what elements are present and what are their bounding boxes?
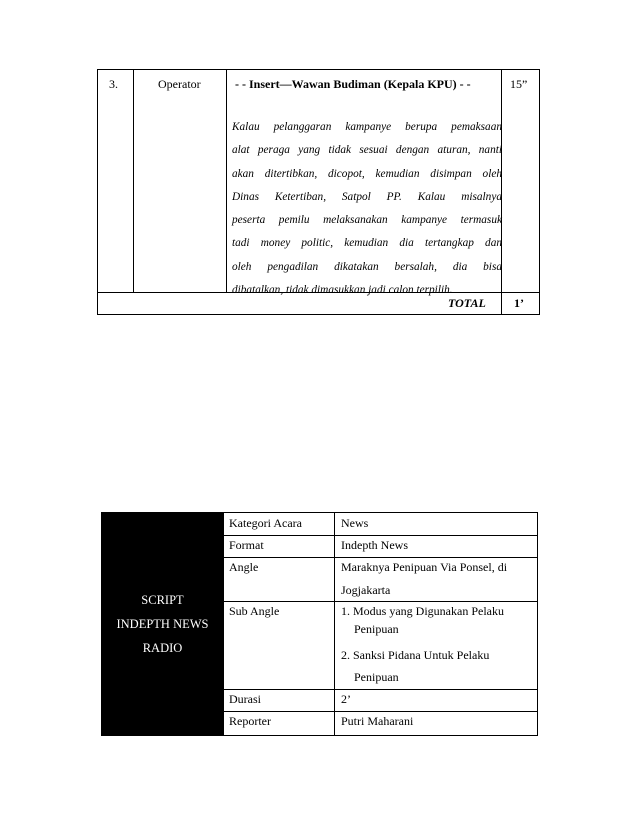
label-format: Format: [229, 538, 264, 552]
table-row-divider: [224, 557, 538, 558]
operator-script-table: [97, 69, 540, 315]
value-format: Indepth News: [341, 538, 408, 552]
row-duration: 15”: [510, 77, 528, 91]
paragraph-line: dibatalkan, tidak dimasukkan jadi calon terpilih.: [232, 284, 453, 297]
value-angle: Maraknya Penipuan Via Ponsel, di: [341, 560, 508, 574]
sub-angle-item-1-cont: Penipuan: [354, 622, 399, 636]
table-border-bottom: [97, 314, 540, 315]
value-angle-cont: Jogjakarta: [341, 583, 391, 597]
row-number: 3.: [109, 77, 118, 91]
paragraph-line: peserta pemilu melaksanakan kampanye termasuk: [232, 214, 502, 227]
total-label: TOTAL: [448, 296, 486, 310]
script-info-table: [101, 512, 538, 736]
insert-paragraph: [232, 116, 502, 302]
table-row-divider: [224, 601, 538, 602]
label-kategori-acara: Kategori Acara: [229, 516, 302, 530]
column-divider: [133, 69, 134, 292]
insert-heading: - - Insert—Wawan Budiman (Kepala KPU) - -: [235, 77, 471, 91]
table-row-divider: [224, 711, 538, 712]
sub-angle-item-2-cont: Penipuan: [354, 670, 399, 684]
table-border-top: [224, 512, 538, 513]
value-reporter: Putri Maharani: [341, 714, 414, 728]
table-border-right: [537, 512, 538, 736]
paragraph-line: akan ditertibkan, dicopot, kemudian disimpan oleh: [232, 167, 502, 180]
label-angle: Angle: [229, 560, 259, 574]
script-title-cell: [101, 512, 224, 736]
label-sub-angle: Sub Angle: [229, 604, 280, 618]
paragraph-line: Dinas Ketertiban, Satpol PP. Kalau misalnya: [232, 190, 502, 203]
table-border-left: [97, 69, 98, 315]
label-reporter: Reporter: [229, 714, 271, 728]
value-durasi: 2’: [341, 692, 351, 706]
sub-angle-item-2: 2. Sanksi Pidana Untuk Pelaku: [341, 648, 490, 662]
script-title-line: RADIO: [142, 641, 183, 655]
script-title-line: SCRIPT: [141, 593, 184, 607]
table-border-right: [539, 69, 540, 315]
script-title-line: INDEPTH NEWS: [116, 617, 209, 631]
table-row-divider: [224, 689, 538, 690]
column-divider: [334, 512, 335, 736]
table-border-top: [97, 69, 540, 70]
paragraph-line: alat peraga yang tidak sesuai dengan aturan, nanti: [232, 144, 502, 157]
sub-angle-item-1: 1. Modus yang Digunakan Pelaku: [341, 604, 504, 618]
script-title: [101, 588, 224, 660]
table-row-divider: [224, 535, 538, 536]
label-durasi: Durasi: [229, 692, 261, 706]
paragraph-line: Kalau pelanggaran kampanye berupa pemaksaan: [232, 121, 502, 133]
column-divider: [226, 69, 227, 292]
value-kategori-acara: News: [341, 516, 369, 530]
paragraph-line: tadi money politic, kemudian dia tertangkap dan: [232, 237, 502, 250]
total-value: 1’: [514, 296, 524, 310]
table-border-bottom: [101, 735, 538, 736]
paragraph-line: oleh pengadilan dikatakan bersalah, dia bisa: [232, 260, 502, 273]
row-role: Operator: [158, 77, 201, 91]
